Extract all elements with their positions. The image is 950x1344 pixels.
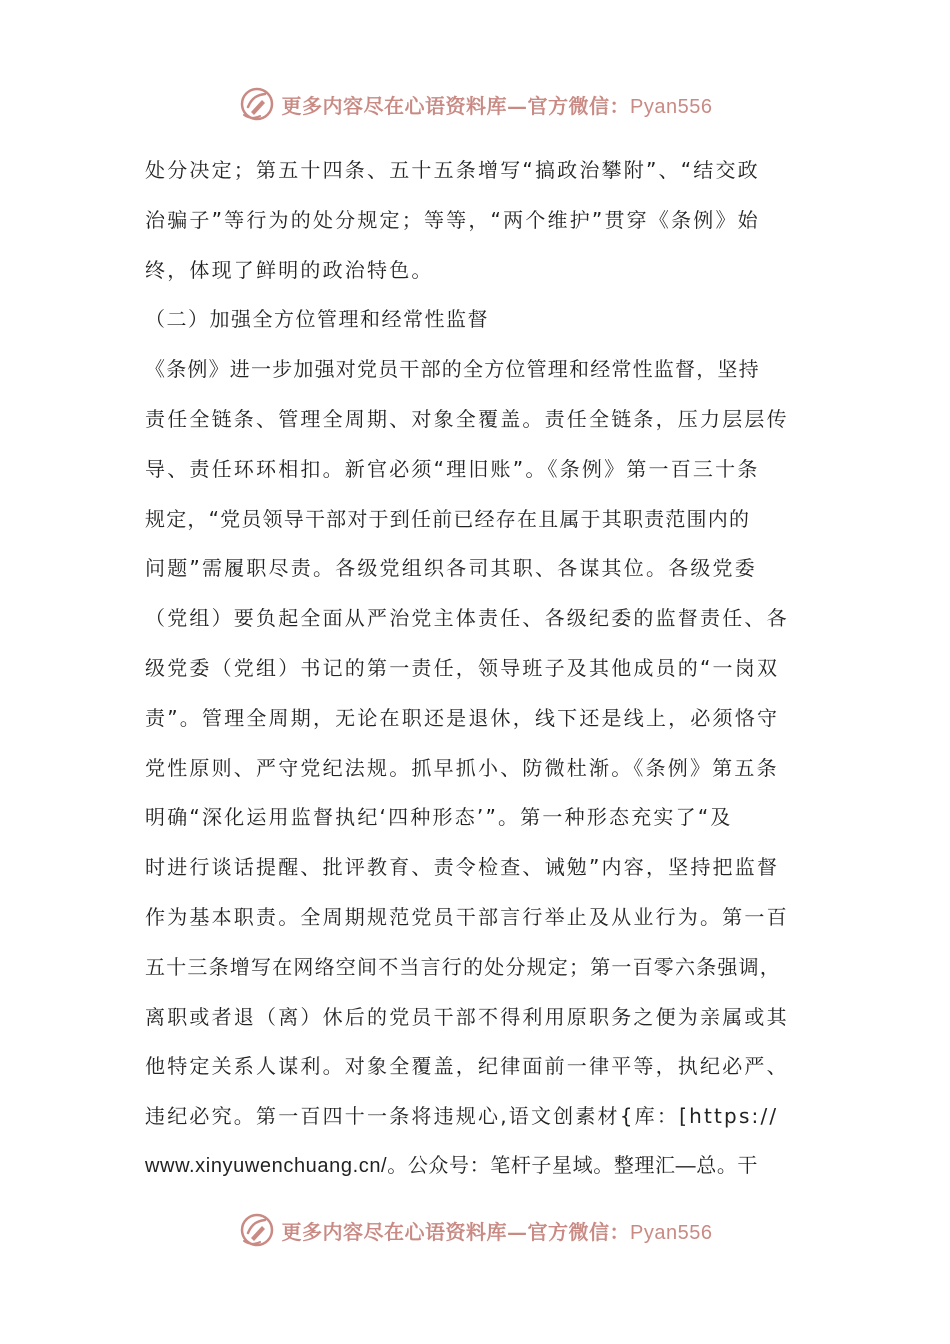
signature-pen-logo-icon — [238, 85, 276, 123]
body-line: 问题”需履职尽责。各级党组织各司其职、各谋其位。各级党委 — [145, 556, 757, 581]
body-line: 级党委（党组）书记的第一责任，领导班子及其他成员的“一岗双 — [145, 655, 780, 680]
watermark-handle: Pyan556 — [630, 95, 713, 118]
watermark-handle: Pyan556 — [630, 1221, 713, 1244]
body-line: 作为基本职责。全周期规范党员干部言行举止及从业行为。第一百 — [145, 904, 789, 929]
body-line: 《条例》进一步加强对党员干部的全方位管理和经常性监督，坚持 — [145, 357, 760, 382]
document-body — [145, 146, 810, 1192]
body-line: 他特定关系人谋利。对象全覆盖，纪律面前一律平等，执纪必严、 — [145, 1054, 789, 1079]
body-line: 五十三条增写在网络空间不当言行的处分规定；第一百零六条强调， — [145, 954, 781, 979]
signature-pen-logo-icon — [238, 1211, 276, 1249]
watermark-label: 更多内容尽在心语资料库—官方微信： — [281, 1219, 631, 1244]
body-line: 导、责任环环相扣。新官必须“理旧账”。《条例》第一百三十条 — [145, 456, 760, 481]
watermark-banner-bottom — [0, 1208, 950, 1252]
body-line: 明确“深化运用监督执纪‘四种形态’”。第一种形态充实了“及 — [145, 805, 733, 830]
body-line: （党组）要负起全面从严治党主体责任、各级纪委的监督责任、各 — [145, 606, 789, 631]
watermark-content — [238, 1211, 713, 1249]
body-line: 离职或者退（离）休后的党员干部不得利用原职务之便为亲属或其 — [145, 1004, 789, 1029]
watermark-content — [238, 85, 713, 123]
watermark-banner-top — [0, 82, 950, 126]
body-line: 时进行谈话提醒、批评教育、责令检查、诫勉”内容，坚持把监督 — [145, 855, 780, 880]
body-line: 终，体现了鲜明的政治特色。 — [145, 257, 434, 282]
watermark-text — [282, 1216, 713, 1245]
watermark-label: 更多内容尽在心语资料库—官方微信： — [281, 93, 631, 118]
body-line: 处分决定；第五十四条、五十五条增写“搞政治攀附”、“结交政 — [145, 158, 760, 182]
body-line: 责任全链条、管理全周期、对象全覆盖。责任全链条，压力层层传 — [145, 406, 789, 431]
body-line: 违纪必究。第一百四十一条将违规心,语文创素材{库：[https:// — [145, 1104, 779, 1129]
body-line: 党性原则、严守党纪法规。抓早抓小、防微杜渐。《条例》第五条 — [145, 755, 779, 780]
body-line: 治骗子”等行为的处分规定；等等，“两个维护”贯穿《条例》始 — [145, 207, 760, 232]
body-line: 规定，“党员领导干部对于到任前已经存在且属于其职责范围内的 — [145, 506, 751, 531]
body-line: 责”。管理全周期，无论在职还是退休，线下还是线上，必须恪守 — [145, 705, 780, 730]
watermark-text — [282, 90, 713, 119]
section-heading: （二）加强全方位管理和经常性监督 — [145, 307, 489, 332]
body-line: www.xinyuwenchuang.cn/。公众号：笔杆子星域。整理汇—总。干 — [145, 1154, 759, 1177]
